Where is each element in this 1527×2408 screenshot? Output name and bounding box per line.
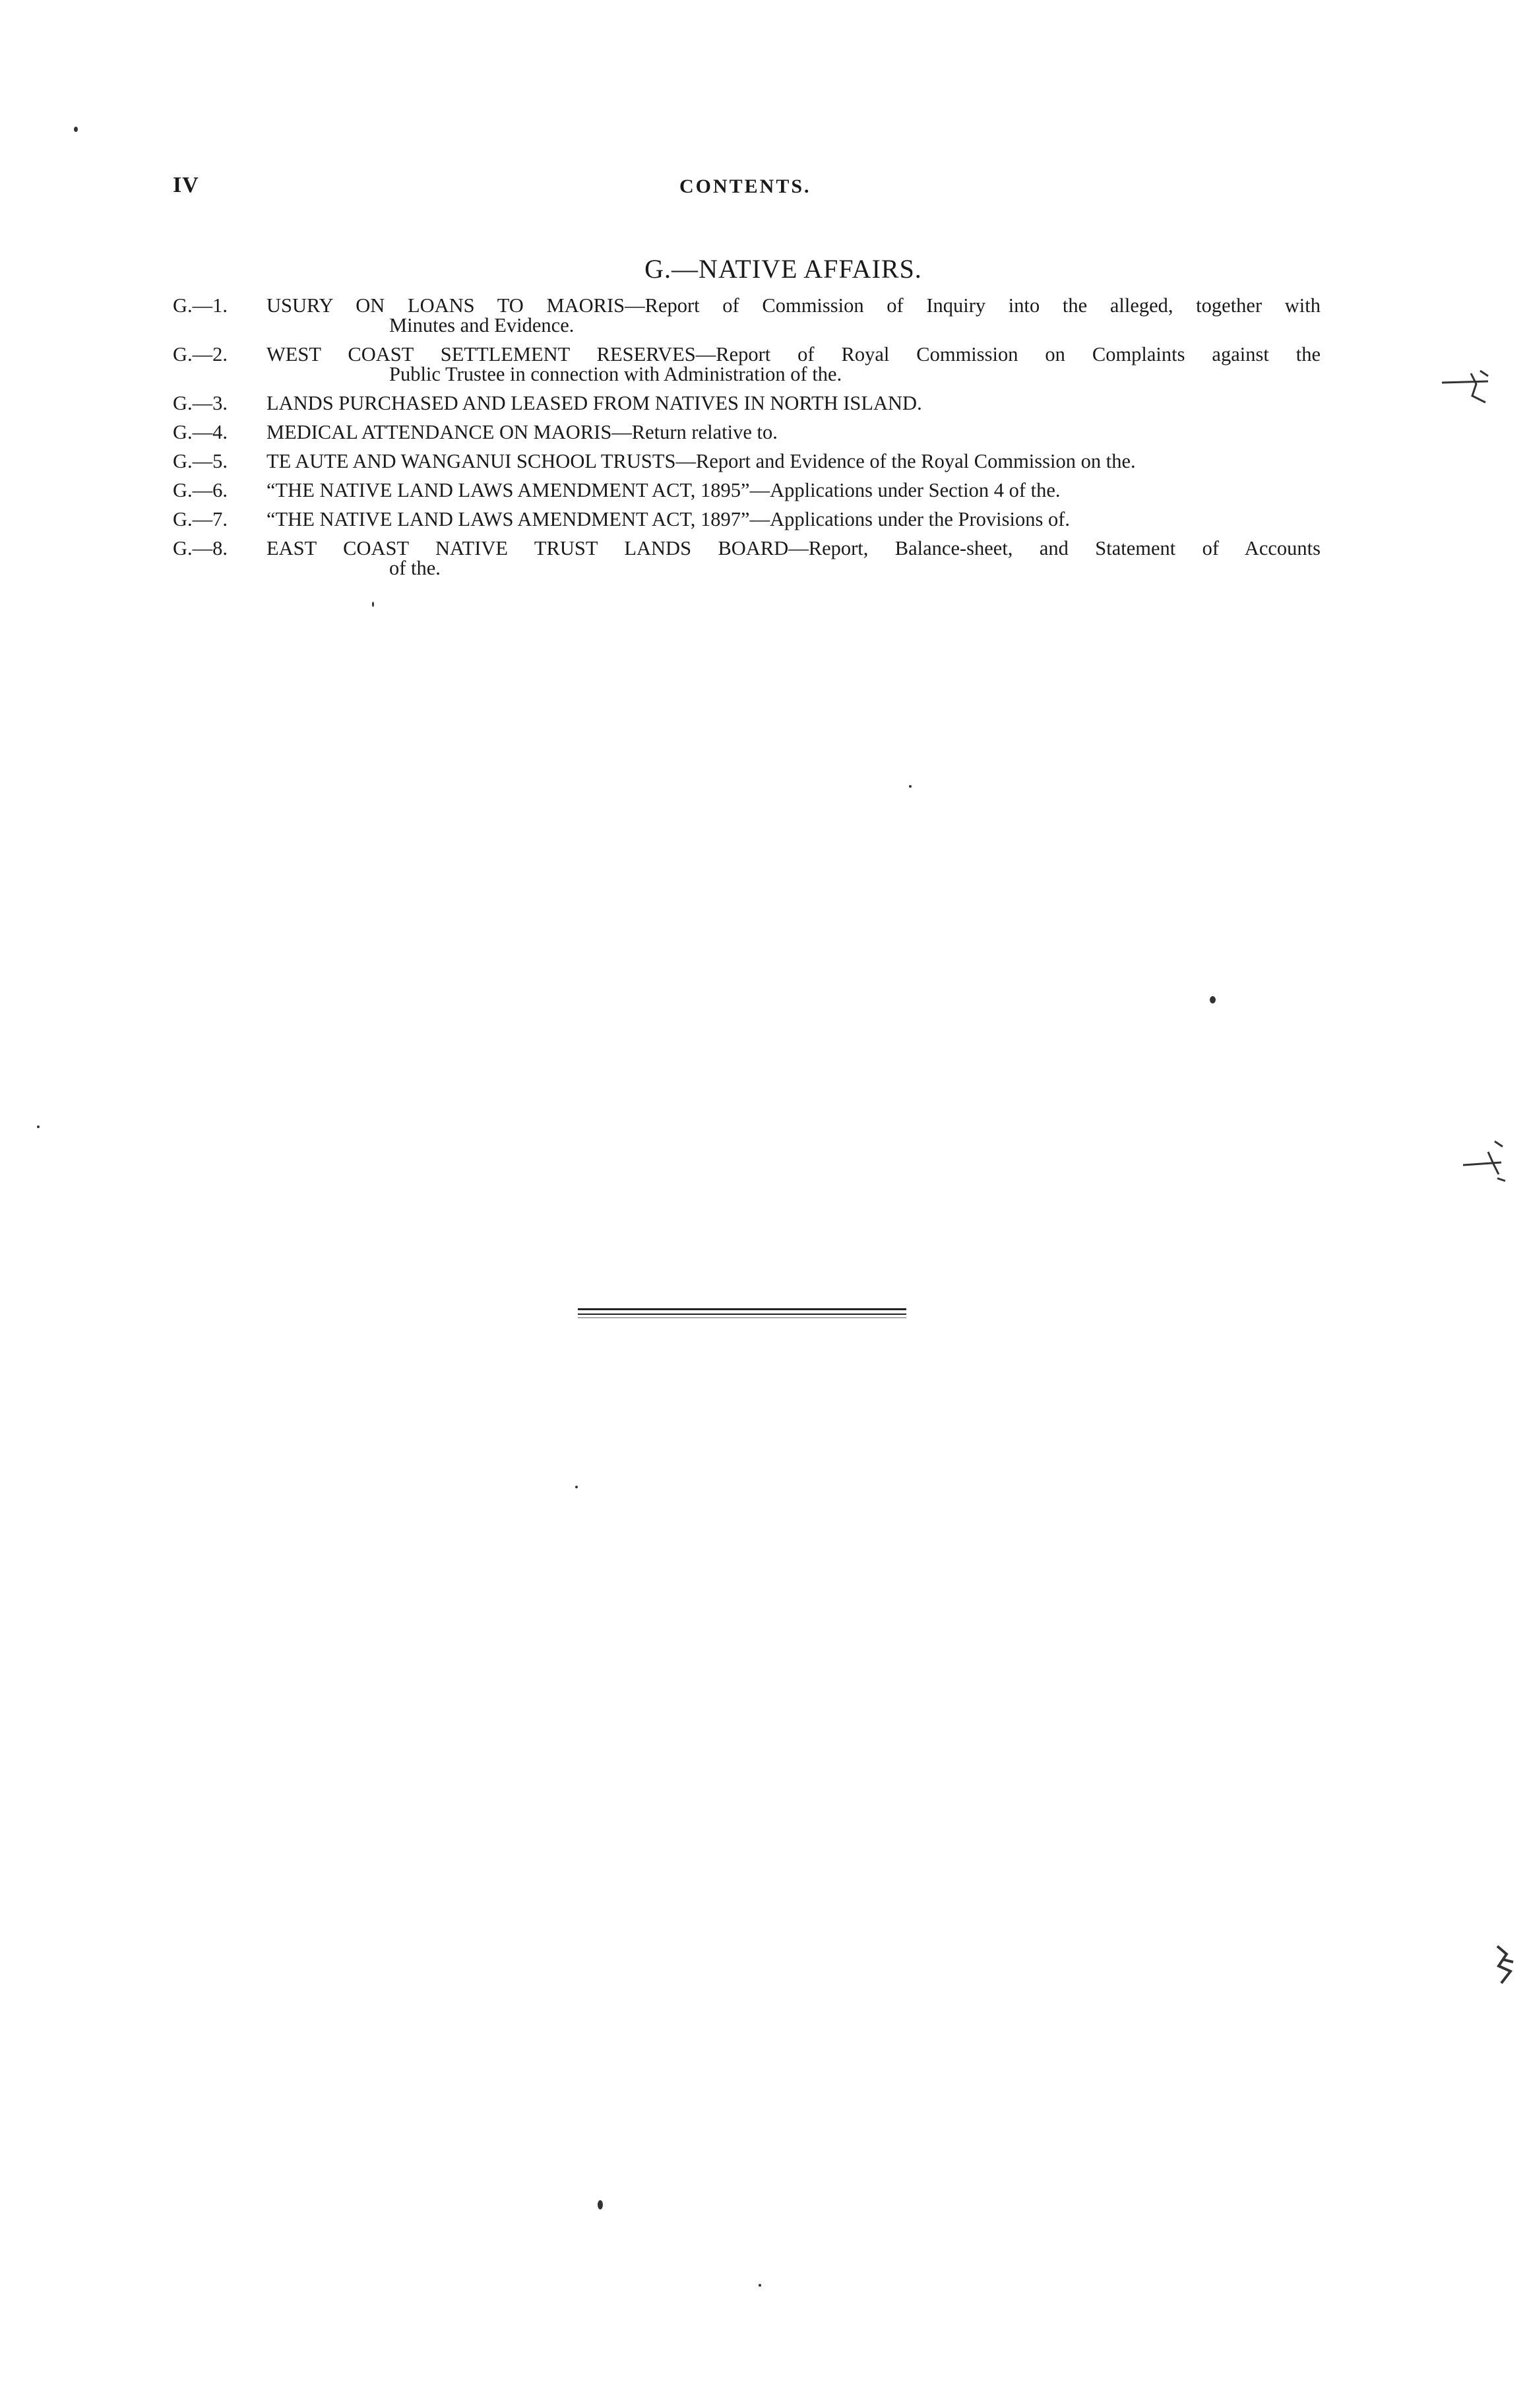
end-rule <box>578 1317 906 1318</box>
scan-speck <box>909 785 912 788</box>
contents-entry <box>173 393 1321 413</box>
entry-title: MEDICAL ATTENDANCE ON MAORIS—Return relative to. <box>266 421 778 443</box>
contents-entry <box>173 296 1321 335</box>
entry-continuation: of the. <box>389 557 441 579</box>
contents-entry <box>173 538 1321 578</box>
end-rule <box>578 1314 906 1315</box>
contents-entry <box>173 422 1321 442</box>
scan-speck <box>74 127 78 132</box>
running-title: CONTENTS. <box>679 175 811 197</box>
contents-entry <box>173 344 1321 384</box>
entry-text <box>266 509 1321 529</box>
scan-speck <box>37 1125 40 1128</box>
entry-title: LANDS PURCHASED AND LEASED FROM NATIVES IN NORTH ISLAND. <box>266 392 922 414</box>
page-number: IV <box>173 173 199 197</box>
entry-title: “THE NATIVE LAND LAWS AMENDMENT ACT, 1895”—Applications under Section 4 of the. <box>266 479 1061 501</box>
entry-number: G.—6. <box>173 479 228 501</box>
entry-title: USURY ON LOANS TO MAORIS—Report of Commission of Inquiry into the alleged, together with <box>266 294 1321 317</box>
margin-mark-icon <box>1442 362 1508 414</box>
end-rule <box>578 1308 906 1310</box>
scan-speck <box>598 2200 603 2209</box>
scan-speck <box>1210 996 1216 1003</box>
section-heading-text: G.—NATIVE AFFAIRS. <box>644 254 922 284</box>
entry-continuation: Minutes and Evidence. <box>389 314 575 336</box>
margin-mark-icon <box>1462 1132 1527 1185</box>
entry-number: G.—8. <box>173 537 228 559</box>
contents-list <box>173 296 1321 587</box>
section-heading <box>0 253 1527 284</box>
contents-entry <box>173 480 1321 500</box>
scan-speck <box>575 1486 578 1488</box>
scan-speck <box>372 602 374 607</box>
contents-entry <box>173 509 1321 529</box>
entry-text <box>266 480 1321 500</box>
entry-number: G.—2. <box>173 343 228 365</box>
entry-text <box>266 422 1321 442</box>
entry-title: TE AUTE AND WANGANUI SCHOOL TRUSTS—Report and Evidence of the Royal Commission on the. <box>266 450 1136 472</box>
entry-number: G.—1. <box>173 294 228 317</box>
entry-title: EAST COAST NATIVE TRUST LANDS BOARD—Report, Balance-sheet, and Statement of Accounts <box>266 537 1321 559</box>
entry-text <box>266 344 1321 384</box>
entry-title: WEST COAST SETTLEMENT RESERVES—Report of Royal Commission on Complaints against the <box>266 343 1321 365</box>
entry-number: G.—3. <box>173 392 228 414</box>
entry-number: G.—4. <box>173 421 228 443</box>
entry-continuation: Public Trustee in connection with Administration of the. <box>389 363 842 385</box>
entry-number: G.—5. <box>173 450 228 472</box>
entry-number: G.—7. <box>173 508 228 530</box>
contents-entry <box>173 451 1321 471</box>
margin-mark-icon <box>1489 1940 1522 1992</box>
entry-text <box>266 296 1321 335</box>
entry-text <box>266 393 1321 413</box>
scan-speck <box>759 2284 761 2287</box>
entry-text <box>266 451 1321 471</box>
entry-title: “THE NATIVE LAND LAWS AMENDMENT ACT, 1897”—Applications under the Provisions of. <box>266 508 1070 530</box>
entry-text <box>266 538 1321 578</box>
